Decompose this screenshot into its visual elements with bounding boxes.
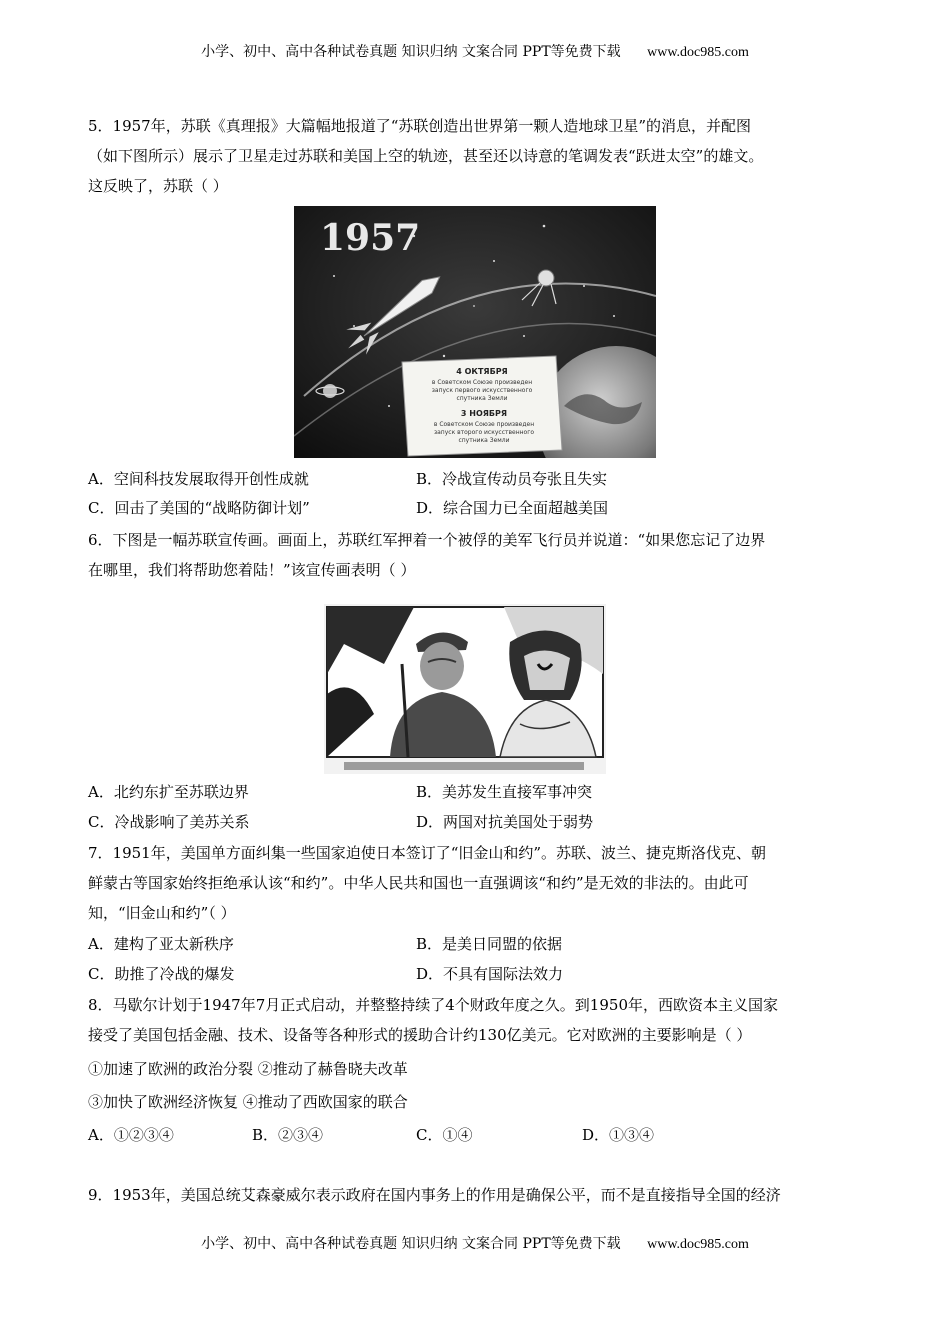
caption-line-4: спутника Земли <box>456 395 508 402</box>
q8-option-c[interactable]: C．①④ <box>416 1126 473 1144</box>
caption-line-3: запуск первого искусственного <box>431 387 533 394</box>
q8-item-line-2: ③加快了欧洲经济恢复 ④推动了西欧国家的联合 <box>88 1093 408 1111</box>
q9-line-1: 9．1953年，美国总统艾森豪威尔表示政府在国内事务上的作用是确保公平，而不是直接指导全国的经济 <box>88 1186 781 1204</box>
q6-option-c[interactable]: C．冷战影响了美苏关系 <box>88 813 250 831</box>
q7-line-2: 鲜蒙古等国家始终拒绝承认该“和约”。中华人民共和国也一直强调该“和约”是无效的非法的。由此可 <box>88 874 749 892</box>
q8-option-d[interactable]: D．①③④ <box>582 1126 655 1144</box>
q6-option-d[interactable]: D．两国对抗美国处于弱势 <box>416 813 594 831</box>
q5-figure-sputnik-poster <box>294 206 656 458</box>
sputnik-poster-illustration <box>294 206 656 458</box>
q6-line-1: 6．下图是一幅苏联宣传画。画面上，苏联红军押着一个被俘的美军飞行员并说道：“如果您忘记了边界 <box>88 531 766 549</box>
q5-line-1: 5．1957年，苏联《真理报》大篇幅地报道了“苏联创造出世界第一颗人造地球卫星”的消息，并配图 <box>88 117 752 135</box>
footer-text: 小学、初中、高中各种试卷真题 知识归纳 文案合同 PPT等免费下载 <box>201 1236 621 1252</box>
q5-line-2: （如下图所示）展示了卫星走过苏联和美国上空的轨迹，甚至还以诗意的笔调发表“跃进太空”的雄文。 <box>88 147 764 165</box>
q7-option-c[interactable]: C．助推了冷战的爆发 <box>88 965 235 983</box>
q7-option-b[interactable]: B．是美日同盟的依据 <box>416 935 563 953</box>
caption-line-7: запуск второго искусственного <box>433 429 535 436</box>
q6-option-a[interactable]: A．北约东扩至苏联边界 <box>88 783 249 801</box>
caption-line-2: в Советском Союзе произведен <box>431 379 533 386</box>
footer-site-link[interactable]: www.doc985.com <box>647 1237 749 1252</box>
page-header <box>0 41 950 61</box>
q5-option-d[interactable]: D．综合国力已全面超越美国 <box>416 499 609 517</box>
q7-line-1: 7．1951年，美国单方面纠集一些国家迫使日本签订了“旧金山和约”。苏联、波兰、捷克斯洛伐克、朝 <box>88 844 767 862</box>
q6-option-b[interactable]: B．美苏发生直接军事冲突 <box>416 783 593 801</box>
q8-item-line-1: ①加速了欧洲的政治分裂 ②推动了赫鲁晓夫改革 <box>88 1060 408 1078</box>
q8-line-2: 接受了美国包括金融、技术、设备等各种形式的援助合计约130亿美元。它对欧洲的主要影响是（ ） <box>88 1026 752 1044</box>
q6-figure-propaganda-poster <box>324 604 606 774</box>
q5-line-3: 这反映了，苏联（ ） <box>88 177 228 195</box>
header-site-link[interactable]: www.doc985.com <box>647 45 749 60</box>
q5-option-c[interactable]: C．回击了美国的“战略防御计划” <box>88 499 310 517</box>
caption-line-5: 3 НОЯБРЯ <box>460 409 508 418</box>
q5-option-b[interactable]: B．冷战宣传动员夸张且失实 <box>416 470 608 488</box>
q8-line-1: 8．马歇尔计划于1947年7月正式启动，并整整持续了4个财政年度之久。到1950年，西欧资本主义国家 <box>88 996 778 1014</box>
q8-option-b[interactable]: B．②③④ <box>252 1126 324 1144</box>
q7-line-3: 知，“旧金山和约”（ ） <box>88 904 236 922</box>
q7-option-d[interactable]: D．不具有国际法效力 <box>416 965 564 983</box>
header-text: 小学、初中、高中各种试卷真题 知识归纳 文案合同 PPT等免费下载 <box>201 44 621 60</box>
q5-option-a[interactable]: A．空间科技发展取得开创性成就 <box>88 470 309 488</box>
page-footer <box>0 1233 950 1253</box>
q7-option-a[interactable]: A．建构了亚太新秩序 <box>88 935 234 953</box>
poster-caption-scroll <box>402 356 562 456</box>
caption-line-8: спутника Земли <box>458 437 510 444</box>
caption-line-1: 4 ОКТЯБРЯ <box>456 367 508 376</box>
poster-year: 1957 <box>320 217 421 259</box>
caption-line-6: в Советском Союзе произведен <box>433 421 535 428</box>
propaganda-poster-illustration <box>324 604 606 774</box>
q6-line-2: 在哪里，我们将帮助您着陆！”该宣传画表明（ ） <box>88 561 416 579</box>
q8-option-a[interactable]: A．①②③④ <box>88 1126 174 1144</box>
